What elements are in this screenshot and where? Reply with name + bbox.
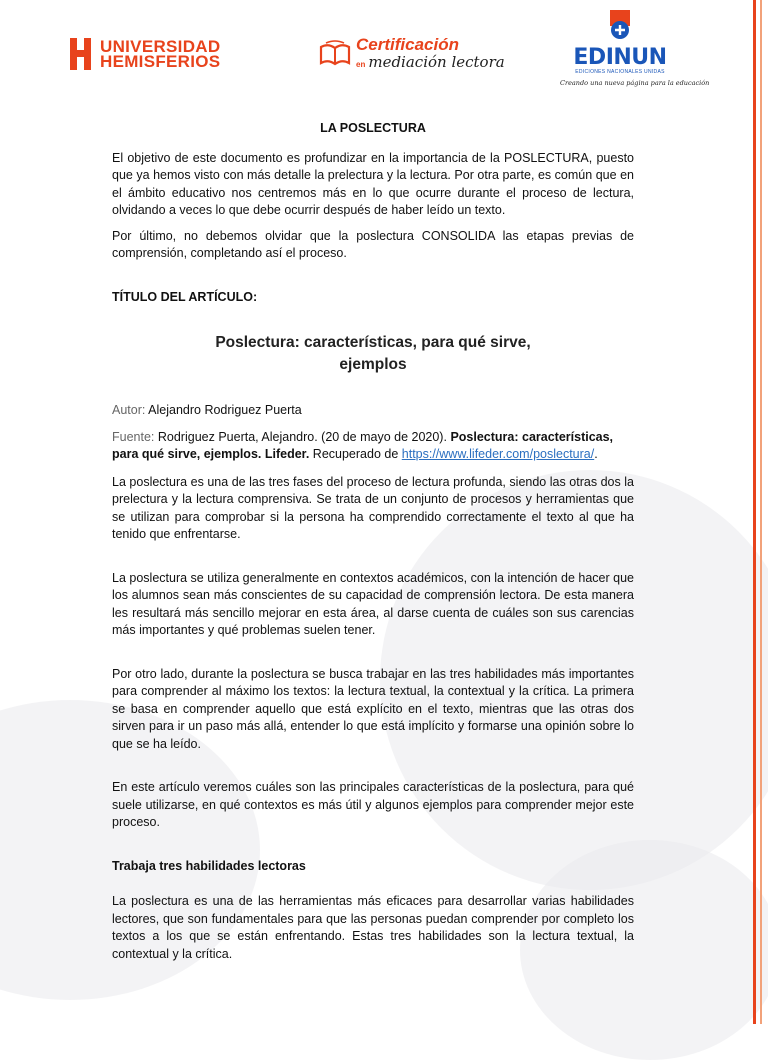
- edinun-subtitle: EDICIONES NACIONALES UNIDAS: [575, 69, 665, 75]
- page-title: LA POSLECTURA: [320, 121, 426, 135]
- page-edge-accent: [753, 0, 756, 1024]
- article-title-line1: Poslectura: características, para qué sirve,: [215, 334, 531, 351]
- author-label: Autor:: [112, 403, 146, 417]
- source-citation: Rodriguez Puerta, Alejandro. (20 de mayo de 2020).: [157, 429, 447, 444]
- certificacion-logo: [318, 36, 505, 71]
- article-title: [112, 332, 634, 376]
- edinun-tagline: Creando una nueva página para la educación: [560, 79, 710, 87]
- body-paragraph-5: La poslectura es una de las herramientas más eficaces para desarrollar varias habilidades lectores, que son fundamentales para que las personas puedan comprender por completo los textos a los que se están enfrentando. Estas tres habilidades son la lectura textual, la contextual y la crítica.: [112, 894, 634, 961]
- source-recovered: Recuperado de: [312, 447, 399, 461]
- article-label: TÍTULO DEL ARTÍCULO:: [112, 289, 258, 304]
- edinun-emblem-icon: [606, 10, 634, 40]
- open-book-icon: [318, 39, 352, 69]
- cert-en: en: [356, 60, 366, 69]
- body-paragraph-1: La poslectura es una de las tres fases del proceso de lectura profunda, siendo las otras dos la prelectura y la lectura comprensiva. Se trata de un conjunto de procesos y herramientas que se utilizan para comprobar si la persona ha comprendido correctamente el texto al que ha tenido que enfrentarse.: [112, 474, 634, 541]
- cert-line1: Certificación: [356, 35, 459, 54]
- section-heading: Trabaja tres habilidades lectoras: [112, 858, 306, 873]
- body-paragraph-4: En este artículo veremos cuáles son las principales características de la poslectura, para qué suele utilizarse, en qué contextos es más útil y algunos ejemplos para comprender mejor este proceso.: [112, 780, 634, 829]
- uh-monogram-icon: [70, 38, 96, 70]
- uh-line2: HEMISFERIOS: [100, 52, 221, 71]
- page-edge-accent: [760, 0, 762, 1024]
- source-line: [112, 429, 634, 464]
- edinun-wordmark: EDINUN: [573, 45, 667, 70]
- intro-paragraph-2: Por último, no debemos olvidar que la poslectura CONSOLIDA las etapas previas de comprensión, completando así el proceso.: [112, 228, 634, 260]
- edinun-logo: [560, 10, 710, 87]
- body-paragraph-2: La poslectura se utiliza generalmente en contextos académicos, con la intención de hacer que los alumnos sean más conscientes de su capacidad de comprensión lectora. De esta manera les resultará más sencillo mejorar en esta área, al darse cuenta de cuáles son sus carencias más importantes y qué problemas suelen tener.: [112, 570, 634, 637]
- cert-line2: mediación lectora: [368, 53, 505, 71]
- source-end: .: [594, 447, 598, 461]
- document-body: [112, 120, 634, 963]
- body-paragraph-3: Por otro lado, durante la poslectura se busca trabajar en las tres habilidades más importantes para comprender al máximo los textos: la lectura textual, la contextual y la crítica. La primera se basa en comprender aquello que está explícito en el texto, mientras que las otras dos sirven para ir un paso más allá, entender lo que está implícito y formarse una opinión sobre lo que se ha leído.: [112, 666, 634, 751]
- source-title: Poslectura: características, para qué sirve, ejemplos. Lifeder.: [112, 429, 614, 461]
- author-name: Alejandro Rodriguez Puerta: [148, 403, 302, 417]
- article-title-line2: ejemplos: [339, 356, 407, 373]
- source-link[interactable]: https://www.lifeder.com/poslectura/: [401, 447, 595, 461]
- source-label: Fuente:: [112, 429, 155, 444]
- author-line: [112, 402, 634, 420]
- uh-line1: UNIVERSIDAD: [100, 37, 221, 56]
- intro-paragraph-1: El objetivo de este documento es profundizar en la importancia de la POSLECTURA, puesto que ya hemos visto con más detalle la prelectura y la lectura. Por otra parte, es común que en el ámbito educativo nos centremos más en lo que ocurre durante el proceso de lectura, olvidando a veces lo que debe ocurrir después de haber leído un texto.: [112, 150, 634, 217]
- universidad-hemisferios-logo: [70, 38, 220, 70]
